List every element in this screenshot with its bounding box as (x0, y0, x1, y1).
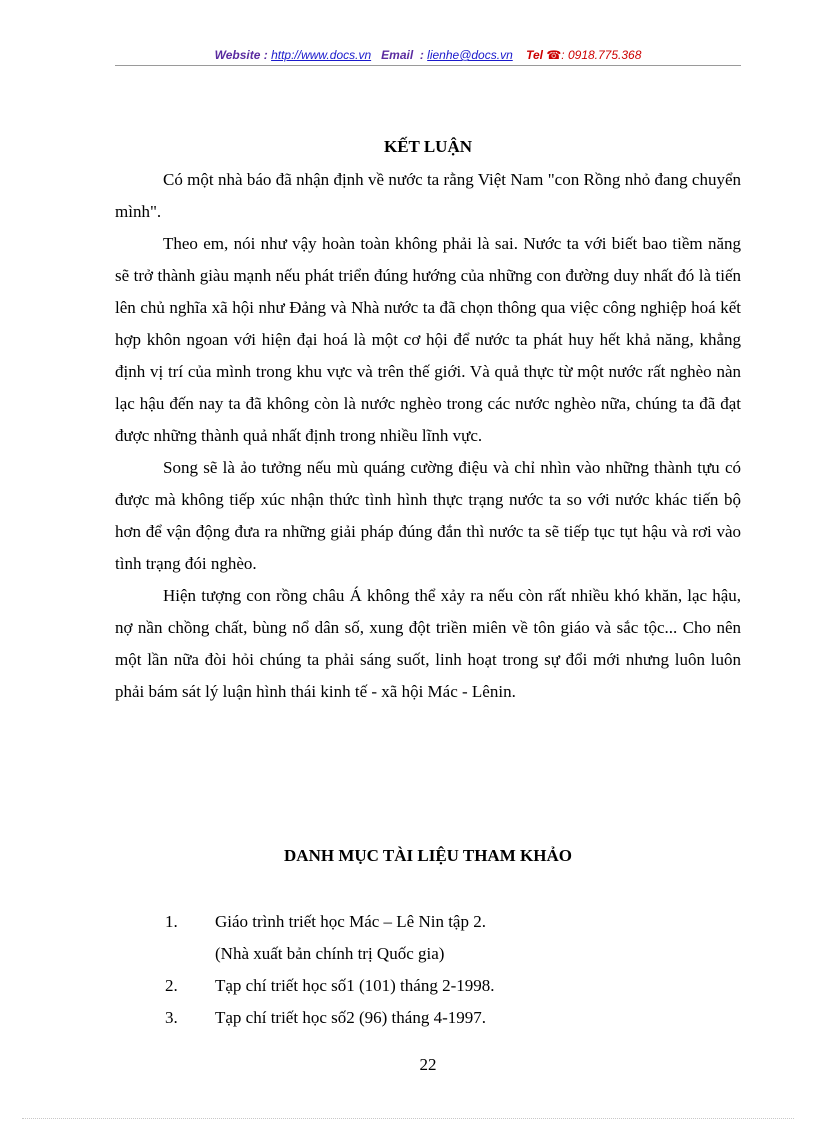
tel-label: Tel (526, 48, 543, 62)
email-link[interactable]: lienhe@docs.vn (427, 48, 513, 62)
reference-number: 3. (165, 1008, 178, 1027)
paragraph: Có một nhà báo đã nhận định về nước ta rằng Việt Nam "con Rồng nhỏ đang chuyển mình". (115, 170, 741, 221)
reference-text: Tạp chí triết học số1 (101) tháng 2-1998. (215, 976, 495, 995)
list-item (115, 970, 741, 1002)
email-separator: : (419, 48, 424, 62)
conclusion-body (115, 164, 741, 708)
page-number: 22 (419, 1055, 437, 1074)
references-list (115, 906, 741, 1034)
footer-divider (22, 1118, 794, 1119)
reference-text: Tạp chí triết học số2 (96) tháng 4-1997. (215, 1008, 486, 1027)
phone-icon: ☎ (546, 48, 562, 62)
references-title: DANH MỤC TÀI LIỆU THAM KHẢO (284, 846, 572, 865)
reference-note: (Nhà xuất bản chính trị Quốc gia) (215, 944, 445, 963)
reference-text: Giáo trình triết học Mác – Lê Nin tập 2. (215, 912, 486, 931)
website-label: Website : (214, 48, 268, 62)
list-item (115, 906, 741, 938)
reference-number: 2. (165, 976, 178, 995)
paragraph: Song sẽ là ảo tưởng nếu mù quáng cường điệu và chỉ nhìn vào những thành tựu có được mà không tiếp xúc nhận thức tình hình thực trạng nước ta so với nước khác tiến bộ hơn để vận động đưa ra những giải pháp đúng đắn thì nước ta sẽ tiếp tục tụt hậu và rơi vào tình trạng đói nghèo. (115, 458, 741, 573)
paragraph: Hiện tượng con rồng châu Á không thể xảy ra nếu còn rất nhiều khó khăn, lạc hậu, nợ nần chồng chất, bùng nổ dân số, xung đột triền miên về tôn giáo và sắc tộc... Cho nên một lần nữa đòi hỏi chúng ta phải sáng suốt, linh hoạt trong sự đổi mới nhưng luôn luôn phải bám sát lý luận hình thái kinh tế - xã hội Mác - Lênin. (115, 586, 741, 701)
paragraph: Theo em, nói như vậy hoàn toàn không phải là sai. Nước ta với biết bao tiềm năng sẽ trở thành giàu mạnh nếu phát triển đúng hướng của những con đường duy nhất đó là tiến lên chủ nghĩa xã hội như Đảng và Nhà nước ta đã chọn thông qua việc công nghiệp hoá kết hợp khôn ngoan với hiện đại hoá là một cơ hội để nước ta phát huy hết khả năng, khẳng định vị trí của mình trong khu vực và trên thế giới. Và quả thực từ một nước rất nghèo nàn lạc hậu đến nay ta đã không còn là nước nghèo trong các nước nghèo nữa, chúng ta đã đạt được những thành quả nhất định trong nhiều lĩnh vực. (115, 234, 741, 445)
email-label: Email (381, 48, 414, 62)
header-divider (115, 65, 741, 66)
list-item (115, 1002, 741, 1034)
page-header (115, 47, 741, 63)
phone-number: : 0918.775.368 (561, 48, 642, 62)
reference-number: 1. (165, 912, 178, 931)
website-link[interactable]: http://www.docs.vn (271, 48, 372, 62)
conclusion-title: KẾT LUẬN (383, 137, 472, 156)
